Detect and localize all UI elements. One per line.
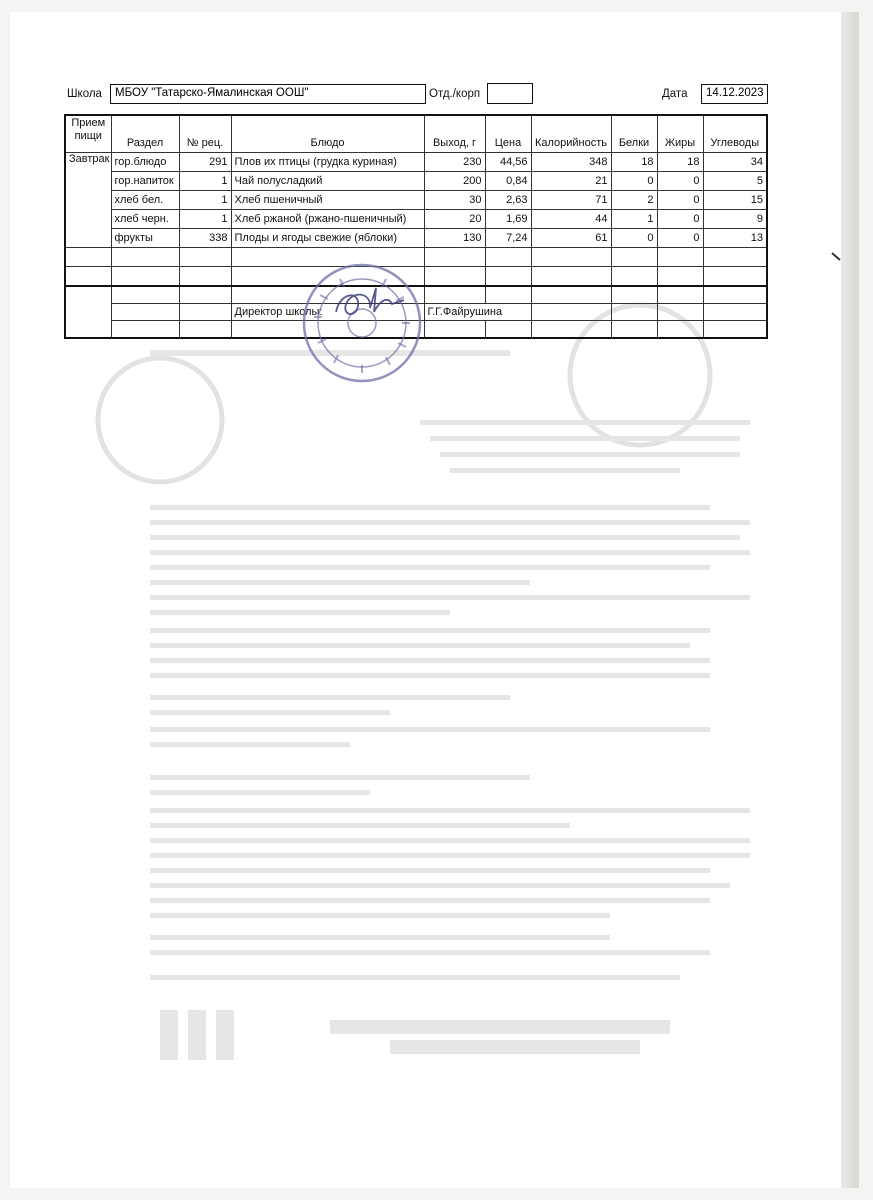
dish-cell: Плов их птицы (грудка куриная) — [231, 153, 424, 172]
recipe-cell: 1 — [179, 172, 231, 191]
price-cell: 0,84 — [485, 172, 531, 191]
recipe-cell: 1 — [179, 191, 231, 210]
column-header: Углеводы — [703, 115, 767, 153]
kcal-cell: 61 — [531, 229, 611, 248]
kcal-cell: 21 — [531, 172, 611, 191]
director-signature — [330, 282, 410, 332]
column-header: Блюдо — [231, 115, 424, 153]
fat-cell: 0 — [657, 172, 703, 191]
school-name-field: МБОУ "Татарско-Ямалинская ООШ" — [110, 84, 426, 104]
kcal-cell: 348 — [531, 153, 611, 172]
dish-cell: Хлеб ржаной (ржано-пшеничный) — [231, 210, 424, 229]
dish-cell: Плоды и ягоды свежие (яблоки) — [231, 229, 424, 248]
section-cell: фрукты — [111, 229, 179, 248]
column-header: Выход, г — [424, 115, 485, 153]
protein-cell: 1 — [611, 210, 657, 229]
date-field: 14.12.2023 — [701, 84, 768, 104]
column-header: Раздел — [111, 115, 179, 153]
recipe-cell: 291 — [179, 153, 231, 172]
protein-cell: 0 — [611, 229, 657, 248]
price-cell: 2,63 — [485, 191, 531, 210]
department-field — [487, 83, 533, 104]
carbs-cell: 15 — [703, 191, 767, 210]
section-cell: гор.напиток — [111, 172, 179, 191]
yield-cell: 20 — [424, 210, 485, 229]
dish-cell: Хлеб пшеничный — [231, 191, 424, 210]
recipe-cell: 1 — [179, 210, 231, 229]
yield-cell: 130 — [424, 229, 485, 248]
section-cell: хлеб черн. — [111, 210, 179, 229]
department-label: Отд./корп — [429, 88, 481, 100]
fat-cell: 0 — [657, 191, 703, 210]
carbs-cell: 9 — [703, 210, 767, 229]
table-row — [65, 229, 767, 248]
protein-cell: 18 — [611, 153, 657, 172]
scan-edge — [841, 12, 859, 1188]
price-cell: 7,24 — [485, 229, 531, 248]
carbs-cell: 5 — [703, 172, 767, 191]
column-header: Белки — [611, 115, 657, 153]
table-row — [65, 153, 767, 172]
yield-cell: 230 — [424, 153, 485, 172]
dish-cell: Чай полусладкий — [231, 172, 424, 191]
price-cell: 1,69 — [485, 210, 531, 229]
kcal-cell: 71 — [531, 191, 611, 210]
column-header: Жиры — [657, 115, 703, 153]
meal-cell: Завтрак — [65, 153, 111, 248]
section-cell: гор.блюдо — [111, 153, 179, 172]
column-header: Прием пищи — [65, 115, 111, 153]
protein-cell: 2 — [611, 191, 657, 210]
yield-cell: 200 — [424, 172, 485, 191]
table-header-row — [65, 115, 767, 153]
table-row — [65, 172, 767, 191]
director-name: Г.Г.Файрушина — [424, 304, 531, 321]
scan-speck — [830, 250, 844, 264]
fat-cell: 18 — [657, 153, 703, 172]
column-header: Цена — [485, 115, 531, 153]
protein-cell: 0 — [611, 172, 657, 191]
column-header: № рец. — [179, 115, 231, 153]
fat-cell: 0 — [657, 229, 703, 248]
carbs-cell: 13 — [703, 229, 767, 248]
section-cell: хлеб бел. — [111, 191, 179, 210]
school-label: Школа — [67, 88, 102, 100]
fat-cell: 0 — [657, 210, 703, 229]
yield-cell: 30 — [424, 191, 485, 210]
table-row — [65, 210, 767, 229]
kcal-cell: 44 — [531, 210, 611, 229]
recipe-cell: 338 — [179, 229, 231, 248]
carbs-cell: 34 — [703, 153, 767, 172]
date-label: Дата — [662, 88, 688, 100]
table-row — [65, 191, 767, 210]
director-label: Директор школы: — [231, 304, 424, 321]
column-header: Калорийность — [531, 115, 611, 153]
price-cell: 44,56 — [485, 153, 531, 172]
